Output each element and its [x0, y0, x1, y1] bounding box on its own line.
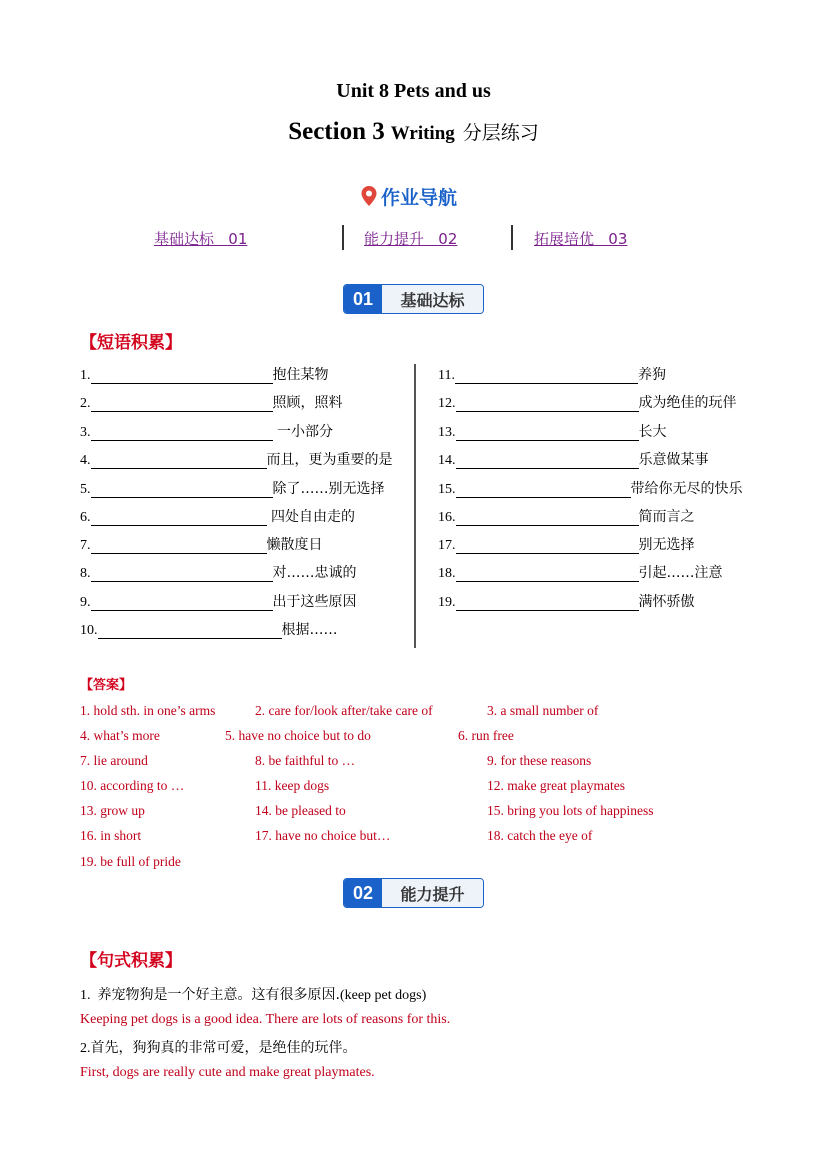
subtitle-cn: 分层练习 [462, 122, 539, 144]
nav-link-extension[interactable]: 拓展培优 03 [534, 230, 628, 248]
nav-link-basic[interactable]: 基础达标 01 [154, 230, 248, 248]
sentence-question-1: 1. 养宠物狗是一个好主意。这有很多原因.(keep pet dogs) [80, 987, 427, 1003]
answer-blank[interactable] [456, 426, 639, 441]
phrase-row-16: 16. 简而言之 [438, 509, 695, 525]
section-label: Section 3 [288, 118, 385, 145]
badge-number: 02 [344, 879, 382, 907]
writing-label: Writing [390, 123, 455, 144]
homework-nav-title [360, 182, 457, 210]
answer-item: 11. keep dogs [255, 778, 330, 793]
phrase-row-8: 8. 对……忠诚的 [80, 565, 357, 581]
answer-item: 5. have no choice but to do [225, 728, 371, 743]
sentence-section-title: 【句式积累】 [80, 951, 182, 971]
answer-item: 8. be faithful to … [255, 753, 356, 768]
phrase-row-4: 4. 而且，更为重要的是 [80, 452, 393, 468]
phrase-row-13: 13. 长大 [438, 424, 667, 440]
phrase-row-5: 5. 除了……别无选择 [80, 481, 385, 497]
answer-blank[interactable] [91, 454, 267, 469]
answer-blank[interactable] [456, 567, 639, 582]
nav-divider [511, 225, 513, 250]
badge-label: 能力提升 [382, 879, 483, 907]
answer-item: 15. bring you lots of happiness [487, 803, 654, 818]
answer-blank[interactable] [456, 596, 639, 611]
answer-blank[interactable] [91, 567, 273, 582]
answer-blank[interactable] [98, 624, 282, 639]
answer-item: 2. care for/look after/take care of [255, 703, 433, 718]
answer-item: 12. make great playmates [487, 778, 625, 793]
phrase-row-7: 7. 懒散度日 [80, 537, 323, 553]
phrase-row-2: 2. 照顾，照料 [80, 395, 343, 411]
answer-item: 18. catch the eye of [487, 828, 593, 843]
unit-title: Unit 8 Pets and us [336, 80, 491, 102]
answer-item: 14. be pleased to [255, 803, 346, 818]
sentence-answer-1: Keeping pet dogs is a good idea. There are lots of reasons for this. [80, 1012, 451, 1027]
answer-blank[interactable] [456, 397, 639, 412]
phrase-row-12: 12. 成为绝佳的玩伴 [438, 395, 737, 411]
phrase-row-9: 9. 出于这些原因 [80, 594, 357, 610]
sentence-answer-2: First, dogs are really cute and make great playmates. [80, 1065, 375, 1080]
answer-blank[interactable] [91, 539, 267, 554]
answer-item: 19. be full of pride [80, 854, 181, 869]
section-badge-01 [343, 284, 484, 314]
phrase-row-3: 3. 一小部分 [80, 424, 333, 440]
phrase-row-6: 6. 四处自由走的 [80, 509, 355, 525]
answer-item: 7. lie around [80, 753, 148, 768]
answer-blank[interactable] [456, 483, 631, 498]
sentence-question-2: 2.首先，狗狗真的非常可爱，是绝佳的玩伴。 [80, 1040, 357, 1056]
answer-blank[interactable] [91, 596, 273, 611]
nav-divider [342, 225, 344, 250]
phrase-row-15: 15. 带给你无尽的快乐 [438, 481, 743, 497]
answer-blank[interactable] [456, 539, 639, 554]
answer-blank[interactable] [455, 369, 638, 384]
nav-title-text: 作业导航 [381, 186, 458, 209]
answer-blank[interactable] [91, 426, 273, 441]
answer-item: 3. a small number of [487, 703, 599, 718]
location-pin-icon [360, 185, 378, 207]
answer-item: 9. for these reasons [487, 753, 592, 768]
answer-item: 6. run free [458, 728, 514, 743]
answers-label: 【答案】 [80, 678, 133, 693]
badge-number: 01 [344, 285, 382, 313]
section-badge-02 [343, 878, 484, 908]
answer-blank[interactable] [456, 454, 639, 469]
answer-item: 13. grow up [80, 803, 145, 818]
column-divider [414, 364, 416, 648]
answer-item: 1. hold sth. in one’s arms [80, 703, 216, 718]
answer-blank[interactable] [456, 511, 639, 526]
nav-link-ability[interactable]: 能力提升 02 [364, 230, 458, 248]
answer-item: 17. have no choice but… [255, 828, 391, 843]
answer-blank[interactable] [91, 397, 273, 412]
answer-item: 4. what’s more [80, 728, 160, 743]
phrase-row-17: 17. 别无选择 [438, 537, 695, 553]
section-title [0, 118, 827, 146]
phrase-row-14: 14. 乐意做某事 [438, 452, 709, 468]
badge-label: 基础达标 [382, 285, 483, 313]
phrase-row-1: 1. 抱住某物 [80, 367, 329, 383]
phrase-row-10: 10. 根据…… [80, 622, 338, 638]
phrase-row-18: 18. 引起……注意 [438, 565, 723, 581]
answer-blank[interactable] [91, 369, 273, 384]
answer-blank[interactable] [91, 483, 273, 498]
answer-blank[interactable] [91, 511, 267, 526]
phrase-row-11: 11. 养狗 [438, 367, 666, 383]
phrase-section-title: 【短语积累】 [80, 333, 182, 353]
phrase-row-19: 19. 满怀骄傲 [438, 594, 695, 610]
answer-item: 16. in short [80, 828, 142, 843]
answer-item: 10. according to … [80, 778, 185, 793]
